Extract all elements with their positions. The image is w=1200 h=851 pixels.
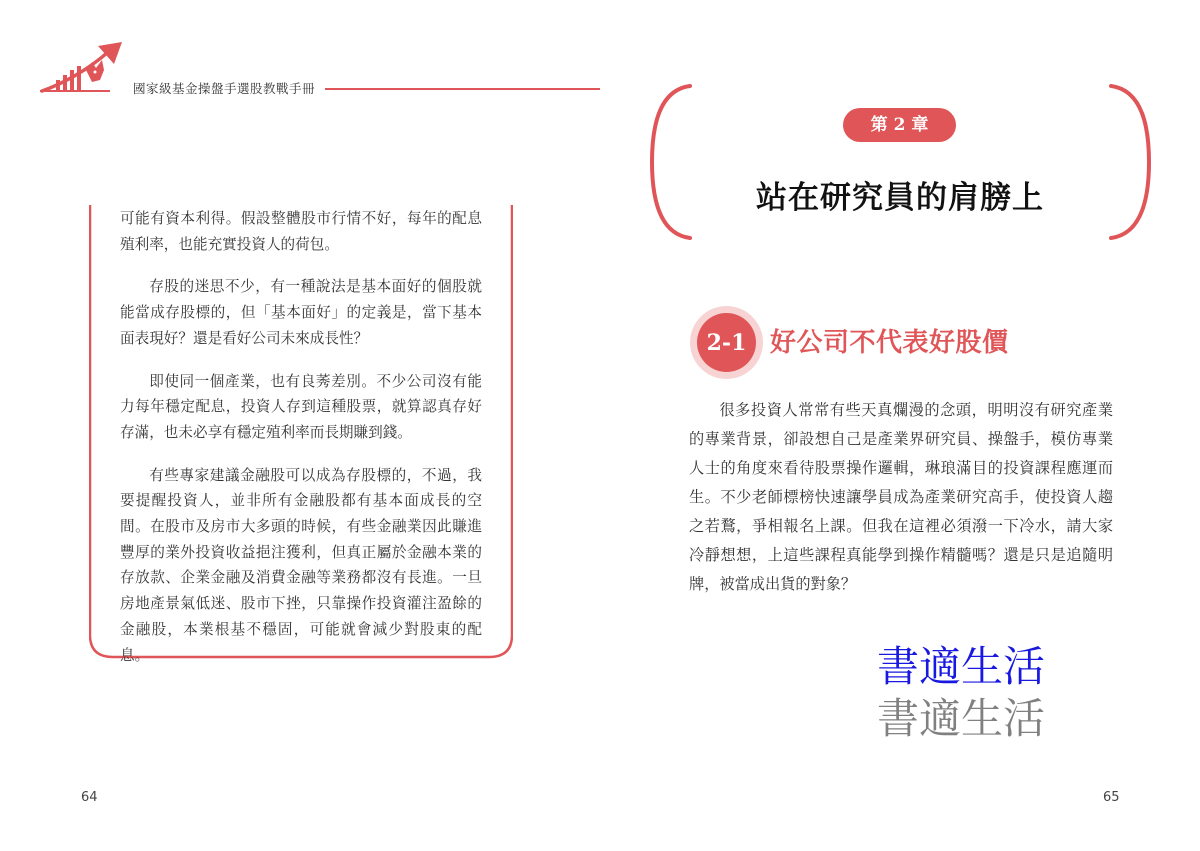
paragraph: 有些專家建議金融股可以成為存股標的，不過，我要提醒投資人，並非所有金融股都有基本面成長的空間。在股市及房市大多頭的時候，有些金融業因此賺進豐厚的業外投資收益挹注獲利，但真正屬於金融本業的存放款、企業金融及消費金融等業務都沒有長進。一旦房地產景氣低迷、股市下挫，只靠操作投資灌注盈餘的金融股，本業根基不穩固，可能就會減少對股東的配息。 <box>120 466 482 664</box>
publisher-logo-icon <box>40 42 124 94</box>
watermark-text-gray: 書適生活 <box>877 694 1046 743</box>
page-number-left: 64 <box>81 790 98 805</box>
watermark-text-blue: 書適生活 <box>877 642 1046 691</box>
chapter-bracket-frame <box>648 83 1153 241</box>
header-rule <box>325 88 600 90</box>
section-title: 好公司不代表好股價 <box>770 328 1009 358</box>
paragraph: 即使同一個產業，也有良莠差別。不少公司沒有能力每年穩定配息，投資人存到這種股票，就算認真存好存滿，也未必享有穩定殖利率而長期賺到錢。 <box>120 372 482 441</box>
book-title: 國家級基金操盤手選股教戰手冊 <box>133 81 316 96</box>
page-number-right: 65 <box>1103 790 1120 805</box>
section-number: 2-1 <box>697 313 756 372</box>
section-badge <box>690 306 763 379</box>
left-page-body <box>120 206 482 685</box>
paragraph: 存股的迷思不少，有一種說法是基本面好的個股就能當成存股標的，但「基本面好」的定義是，當下基本面表現好？還是看好公司未來成長性？ <box>120 278 482 347</box>
chapter-label: 第 2 章 <box>843 108 956 142</box>
right-page-body: 很多投資人常常有些天真爛漫的念頭，明明沒有研究產業的專業背景，卻設想自己是產業界研究員、操盤手，模仿專業人士的角度來看待股票操作邏輯，琳琅滿目的投資課程應運而生。不少老師標榜快速讓學員成為產業研究高手，使投資人趨之若鶩，爭相報名上課。但我在這裡必須潑一下冷水，請大家冷靜想想，上這些課程真能學到操作精髓嗎？還是只是追隨明牌，被當成出貨的對象？ <box>689 401 1113 593</box>
chapter-title: 站在研究員的肩膀上 <box>756 180 1044 216</box>
paragraph: 可能有資本利得。假設整體股市行情不好，每年的配息殖利率，也能充實投資人的荷包。 <box>120 210 482 253</box>
